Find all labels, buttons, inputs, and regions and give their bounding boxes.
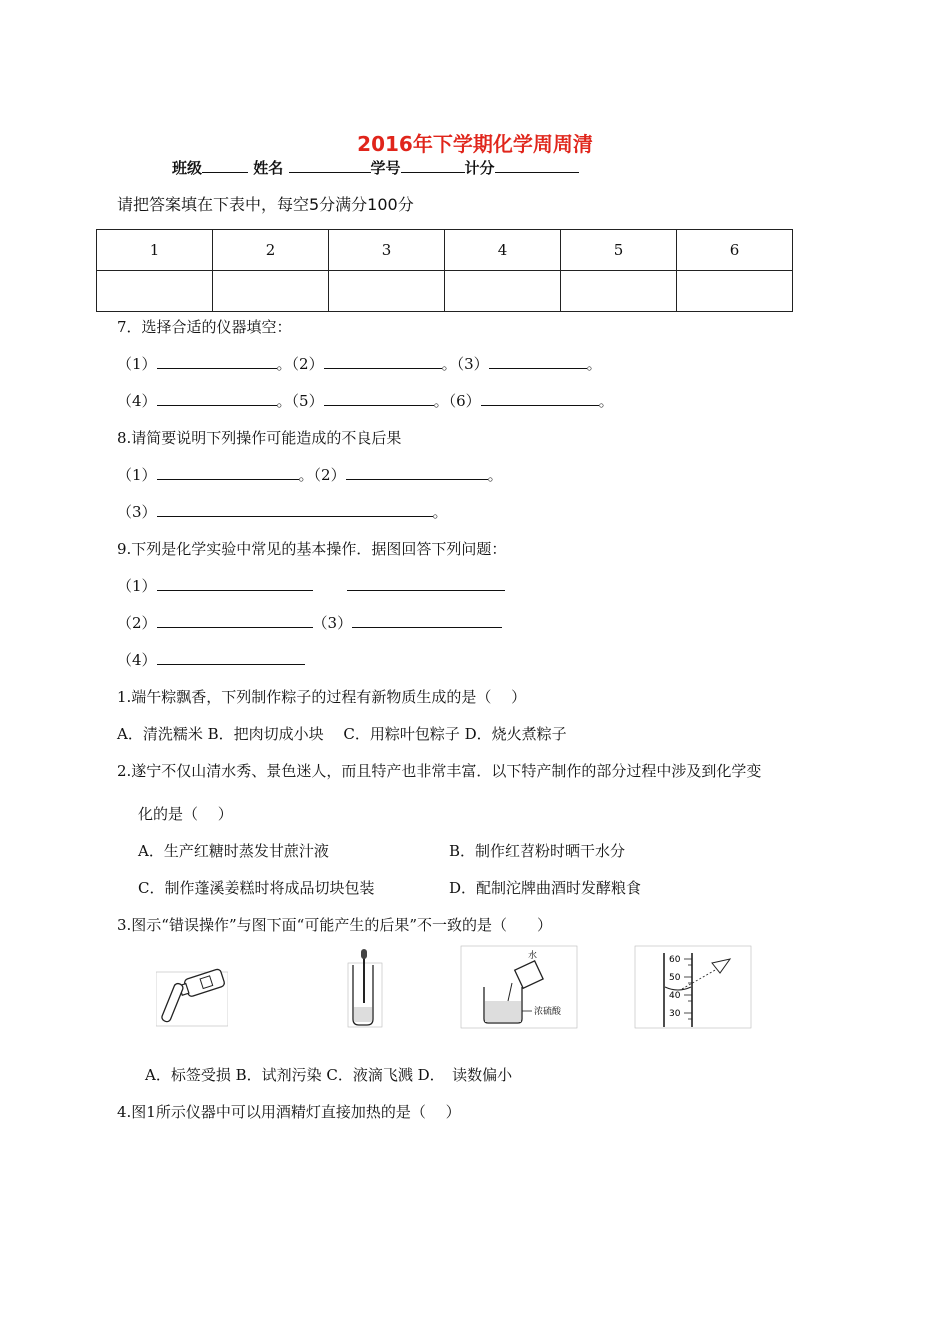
q7-label: 。: [598, 392, 614, 410]
q8-label: （1）: [117, 466, 157, 484]
q8-blank-2[interactable]: [346, 466, 488, 480]
scale-50: 50: [669, 973, 681, 983]
q8-label: 。（2）: [298, 466, 346, 484]
answer-cell[interactable]: [213, 271, 329, 312]
q2-option-a: A．生产红糖时蒸发甘蔗汁液: [138, 842, 329, 860]
q7-blank-4[interactable]: [157, 392, 277, 406]
score-field[interactable]: [495, 158, 579, 173]
q8-text: 8.请简要说明下列操作可能造成的不良后果: [117, 429, 402, 447]
q3-options: A．标签受损 B．试剂污染 C．液滴飞溅 D． 读数偏小: [145, 1066, 513, 1084]
q7-text: 7．选择合适的仪器填空：: [117, 318, 292, 336]
q9-row3: [117, 649, 305, 670]
q9-blank-2[interactable]: [157, 614, 313, 628]
answer-header: 4: [445, 230, 561, 271]
q1-text: 1.端午粽飘香，下列制作粽子的过程有新物质生成的是（ ）: [117, 688, 527, 706]
answer-header: 1: [97, 230, 213, 271]
q9-label: （2）: [117, 614, 157, 632]
q2-text-line2: 化的是（ ）: [138, 805, 233, 823]
figure-c-water-label: 水: [528, 951, 538, 961]
q7-label: （4）: [117, 392, 157, 410]
q3-text: 3.图示“错误操作”与图下面“可能产生的后果”不一致的是（ ）: [117, 916, 552, 934]
figure-c-diluting-acid: [460, 945, 578, 1029]
q9-blank-3[interactable]: [352, 614, 502, 628]
q7-label: 。: [586, 355, 602, 373]
answer-cell[interactable]: [329, 271, 445, 312]
answer-cell[interactable]: [561, 271, 677, 312]
q7-label: 。（2）: [276, 355, 324, 373]
q7-blank-1[interactable]: [157, 355, 277, 369]
q9-label: （3）: [312, 614, 353, 632]
answer-header: 6: [677, 230, 793, 271]
answer-header: 2: [213, 230, 329, 271]
class-label: 班级: [172, 159, 203, 177]
answer-cell[interactable]: [97, 271, 213, 312]
q9-blank-4[interactable]: [157, 651, 305, 665]
figure-d-cylinder-reading: [634, 945, 752, 1029]
q4-text: 4.图1所示仪器中可以用酒精灯直接加热的是（ ）: [117, 1103, 461, 1121]
q7-row2: [117, 390, 614, 411]
q9-row2: [117, 612, 502, 633]
answer-header: 3: [329, 230, 445, 271]
figure-c-acid-label: 浓硫酸: [534, 1007, 562, 1017]
page-title: 2016年下学期化学周周清: [357, 132, 593, 156]
q7-blank-2[interactable]: [324, 355, 442, 369]
q9-row1: [117, 575, 505, 596]
q8-blank-3[interactable]: [157, 503, 433, 517]
q2-option-b: B．制作红苕粉时晒干水分: [449, 842, 626, 860]
q8-label: （3）: [117, 503, 157, 521]
q2-option-d: D．配制沱牌曲酒时发酵粮食: [449, 879, 642, 897]
score-label: 计分: [464, 159, 495, 177]
answer-cell[interactable]: [445, 271, 561, 312]
q8-label: 。: [432, 503, 448, 521]
q8-label: 。: [487, 466, 503, 484]
q2-text-line1: 2.遂宁不仅山清水秀、景色迷人，而且特产也非常丰富．以下特产制作的部分过程中涉及到化学变: [117, 762, 762, 780]
name-field[interactable]: [289, 158, 371, 173]
name-label: 姓名: [253, 159, 284, 177]
instruction: 请把答案填在下表中，每空5分满分100分: [117, 195, 414, 214]
q8-blank-1[interactable]: [157, 466, 299, 480]
q9-label: （4）: [117, 651, 157, 669]
answer-table: [96, 229, 793, 312]
q9-blank-1a[interactable]: [157, 577, 313, 591]
q2-option-c: C．制作蓬溪姜糕时将成品切块包装: [138, 879, 375, 897]
q9-blank-1b[interactable]: [347, 577, 505, 591]
scale-40: 40: [669, 991, 681, 1001]
q7-blank-3[interactable]: [489, 355, 587, 369]
scale-60: 60: [669, 955, 681, 965]
class-field[interactable]: [202, 158, 248, 173]
q7-blank-6[interactable]: [481, 392, 599, 406]
q7-label: 。（5）: [276, 392, 324, 410]
q9-text: 9.下列是化学实验中常见的基本操作．据图回答下列问题：: [117, 540, 507, 558]
number-field[interactable]: [401, 158, 465, 173]
q7-blank-5[interactable]: [324, 392, 434, 406]
q1-options: A．清洗糯米 B．把肉切成小块 C．用粽叶包粽子 D．烧火煮粽子: [117, 725, 567, 743]
q7-label: 。（6）: [433, 392, 481, 410]
q7-label: 。（3）: [441, 355, 489, 373]
answer-cell[interactable]: [677, 271, 793, 312]
scale-30: 30: [669, 1009, 681, 1019]
q9-label: （1）: [117, 577, 157, 595]
q8-row1: [117, 464, 503, 485]
figure-a-pouring-reagent: [156, 945, 228, 1029]
q8-row2: [117, 501, 448, 522]
student-info-line: [172, 157, 579, 178]
q7-label: （1）: [117, 355, 157, 373]
answer-header: 5: [561, 230, 677, 271]
q7-row1: [117, 353, 602, 374]
number-label: 学号: [370, 159, 401, 177]
figure-b-dropper-test-tube: [344, 945, 386, 1029]
